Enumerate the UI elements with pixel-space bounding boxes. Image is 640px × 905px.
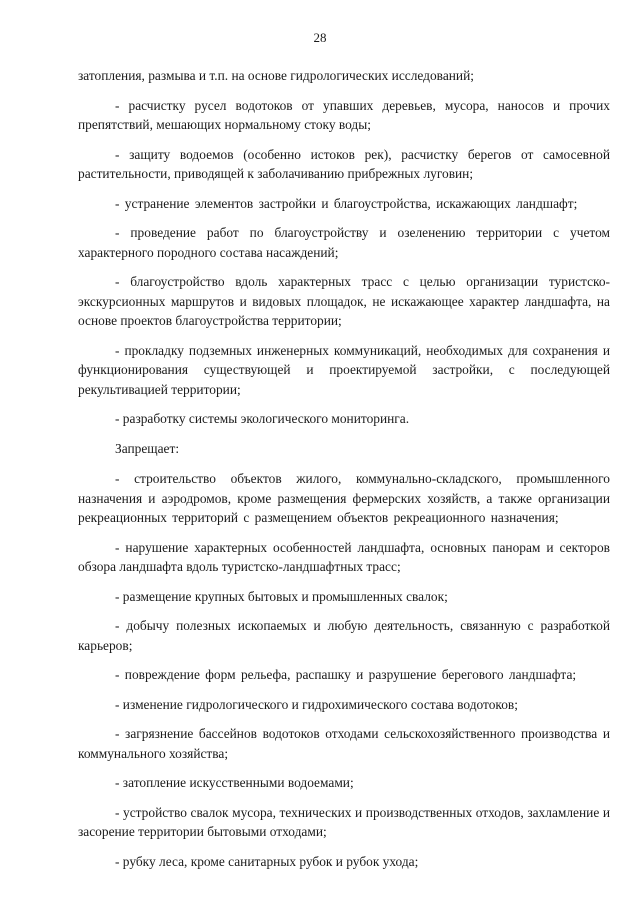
prohibition-item: - строительство объектов жилого, коммунально-складского, промышленного назначения и аэродромов, кроме размещения фермерских хозяйств, а также организации рекреационных территорий с размещением объектов рекреационного назначения;	[78, 471, 610, 525]
prohibition-item: - устройство свалок мусора, технических и производственных отходов, захламление и засорение территории бытовыми отходами;	[78, 804, 610, 839]
prohibition-item: - размещение крупных бытовых и промышленных свалок;	[115, 588, 448, 604]
paragraph: - прокладку подземных инженерных коммуникаций, необходимых для сохранения и функционирования существующей и проектируемой застройки, с последующей рекультивацией территории;	[78, 342, 610, 397]
paragraph: - благоустройство вдоль характерных трасс с целью организации туристско-экскурсионных маршрутов и видовых площадок, не искажающее характер ландшафта, на основе проектов благоустройства территории;	[78, 274, 610, 328]
paragraph: - проведение работ по благоустройству и озеленению территории с учетом характерного породного состава насаждений;	[78, 225, 610, 260]
paragraph: - защиту водоемов (особенно истоков рек), расчистку берегов от самосевной растительности, приводящей к заболачиванию прибрежных луговин;	[78, 146, 610, 181]
prohibition-item: - затопление искусственными водоемами;	[115, 775, 354, 790]
prohibition-item: - добычу полезных ископаемых и любую деятельность, связанную с разработкой карьеров;	[78, 618, 610, 653]
document-body	[78, 66, 610, 881]
paragraph: - устранение элементов застройки и благоустройства, искажающих ландшафт;	[115, 195, 578, 211]
section-heading: Запрещает:	[115, 440, 180, 456]
paragraph: затопления, размыва и т.п. на основе гидрологических исследований;	[78, 68, 474, 83]
page-number: 28	[313, 30, 327, 45]
prohibition-item: - повреждение форм рельефа, распашку и разрушение берегового ландшафта;	[115, 667, 577, 682]
paragraph: - расчистку русел водотоков от упавших деревьев, мусора, наносов и прочих препятствий, мешающих нормальному стоку воды;	[78, 97, 610, 132]
prohibition-item: - рубку леса, кроме санитарных рубок и рубок ухода;	[115, 853, 419, 869]
prohibition-item: - изменение гидрологического и гидрохимического состава водотоков;	[115, 696, 518, 712]
prohibition-item: - нарушение характерных особенностей ландшафта, основных панорам и секторов обзора ландшафта вдоль туристско-ландшафтных трасс;	[78, 539, 610, 574]
prohibition-item: - загрязнение бассейнов водотоков отходами сельскохозяйственного производства и коммунального хозяйства;	[78, 726, 610, 761]
paragraph: - разработку системы экологического мониторинга.	[115, 411, 410, 426]
